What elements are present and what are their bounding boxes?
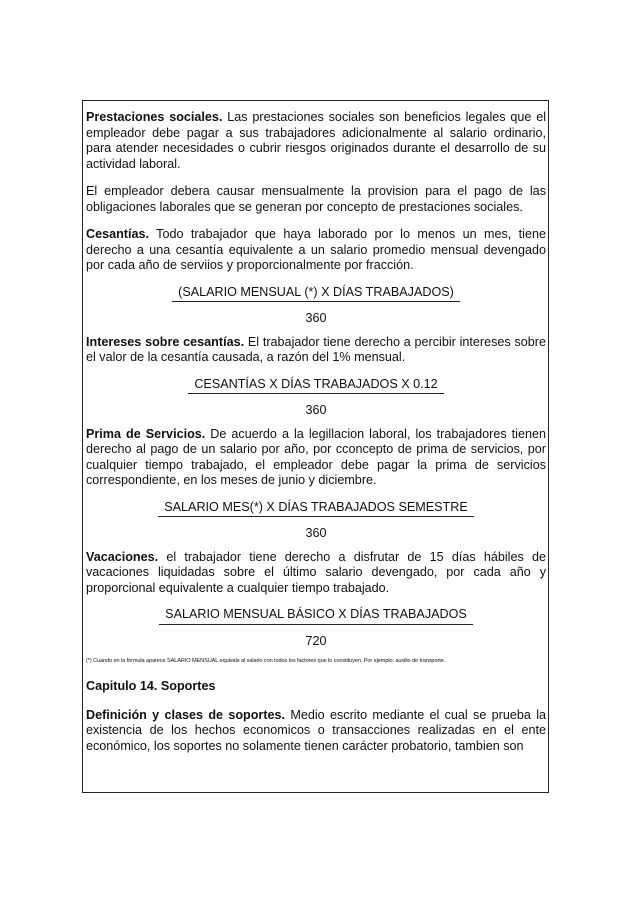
formula-vacaciones-numerator: SALARIO MENSUAL BÁSICO X DÍAS TRABAJADOS: [159, 607, 473, 625]
document-body: [83, 101, 548, 754]
chapter-heading: Capitulo 14. Soportes: [86, 679, 216, 693]
paragraph-empleador: El empleador debera causar mensualmente la provision para el pago de las obligaciones laborales que se generan por concepto de prestaciones sociales.: [86, 184, 546, 214]
prima-title: Prima de Servicios.: [86, 426, 206, 441]
paragraph-prima: [86, 427, 546, 489]
formula-intereses: [86, 377, 546, 419]
prestaciones-title: Prestaciones sociales.: [86, 110, 223, 124]
vacaciones-title: Vacaciones.: [86, 549, 159, 564]
formula-prima-denominator: 360: [305, 526, 327, 540]
vacaciones-text: el trabajador tiene derecho a disfrutar de 15 días hábiles de vacaciones liquidadas sobre el último salario devengado, por cada año y proporcional equivalente a cualquier tiempo trabajado.: [86, 549, 546, 595]
paragraph-vacaciones: [86, 550, 546, 597]
paragraph-soportes: [86, 708, 546, 755]
formula-intereses-numerator: CESANTÍAS X DÍAS TRABAJADOS X 0.12: [188, 377, 443, 395]
formula-vacaciones-denominator: 720: [305, 633, 327, 648]
prestaciones-text: Las prestaciones sociales son beneficios legales que el empleador debe pagar a sus trabajadores adicionalmente al salario ordinario, para atender necesidades o cubrir riesgos originados durante el desarrollo de su actividad laboral.: [86, 110, 547, 171]
intereses-title: Intereses sobre cesantías.: [86, 334, 245, 349]
paragraph-intereses: [86, 335, 546, 366]
formula-intereses-denominator: 360: [305, 403, 327, 417]
formula-cesantias-numerator: (SALARIO MENSUAL (*) X DÍAS TRABAJADOS): [172, 285, 460, 303]
prima-text: De acuerdo a la legillacion laboral, los trabajadores tienen derecho al pago de un salario por año, por cconcepto de prima de servicios, por cualquier tiempo trabajado, el empleador debe pagar la prima de servicios correspondiente, en los meses de junio y diciembre.: [86, 426, 546, 487]
formula-vacaciones: [86, 607, 546, 649]
formula-prima: [86, 500, 546, 542]
paragraph-cesantias: [86, 227, 546, 274]
formula-cesantias-denominator: 360: [305, 311, 327, 325]
footnote: (*) Cuando en la fórmula aparece SALARIO MENSUAL equivale al salario con todos los factores que lo constituyen. Por ejemplo: auxilio de transporte.: [86, 658, 446, 664]
soportes-title: Definición y clases de soportes.: [86, 707, 286, 722]
intereses-text: El trabajador tiene derecho a percibir intereses sobre el valor de la cesantía causada, a razón del 1% mensual.: [86, 334, 546, 364]
soportes-text: Medio escrito mediante el cual se prueba la existencia de los hechos economicos o transacciones realizadas en el ente económico, los soportes no solamente tienen carácter probatorio, tambien son: [86, 707, 546, 753]
cesantias-title: Cesantías.: [86, 227, 149, 241]
formula-prima-numerator: SALARIO MES(*) X DÍAS TRABAJADOS SEMESTRE: [158, 500, 474, 518]
cesantias-text: Todo trabajador que haya laborado por lo menos un mes, tiene derecho a una cesantía equivalente a un salario promedio mensual devengado por cada año de serviios y proporcionalmente por fracción.: [86, 227, 546, 272]
document-frame: [82, 100, 549, 793]
paragraph-prestaciones: [86, 110, 546, 172]
formula-cesantias: [86, 285, 546, 327]
